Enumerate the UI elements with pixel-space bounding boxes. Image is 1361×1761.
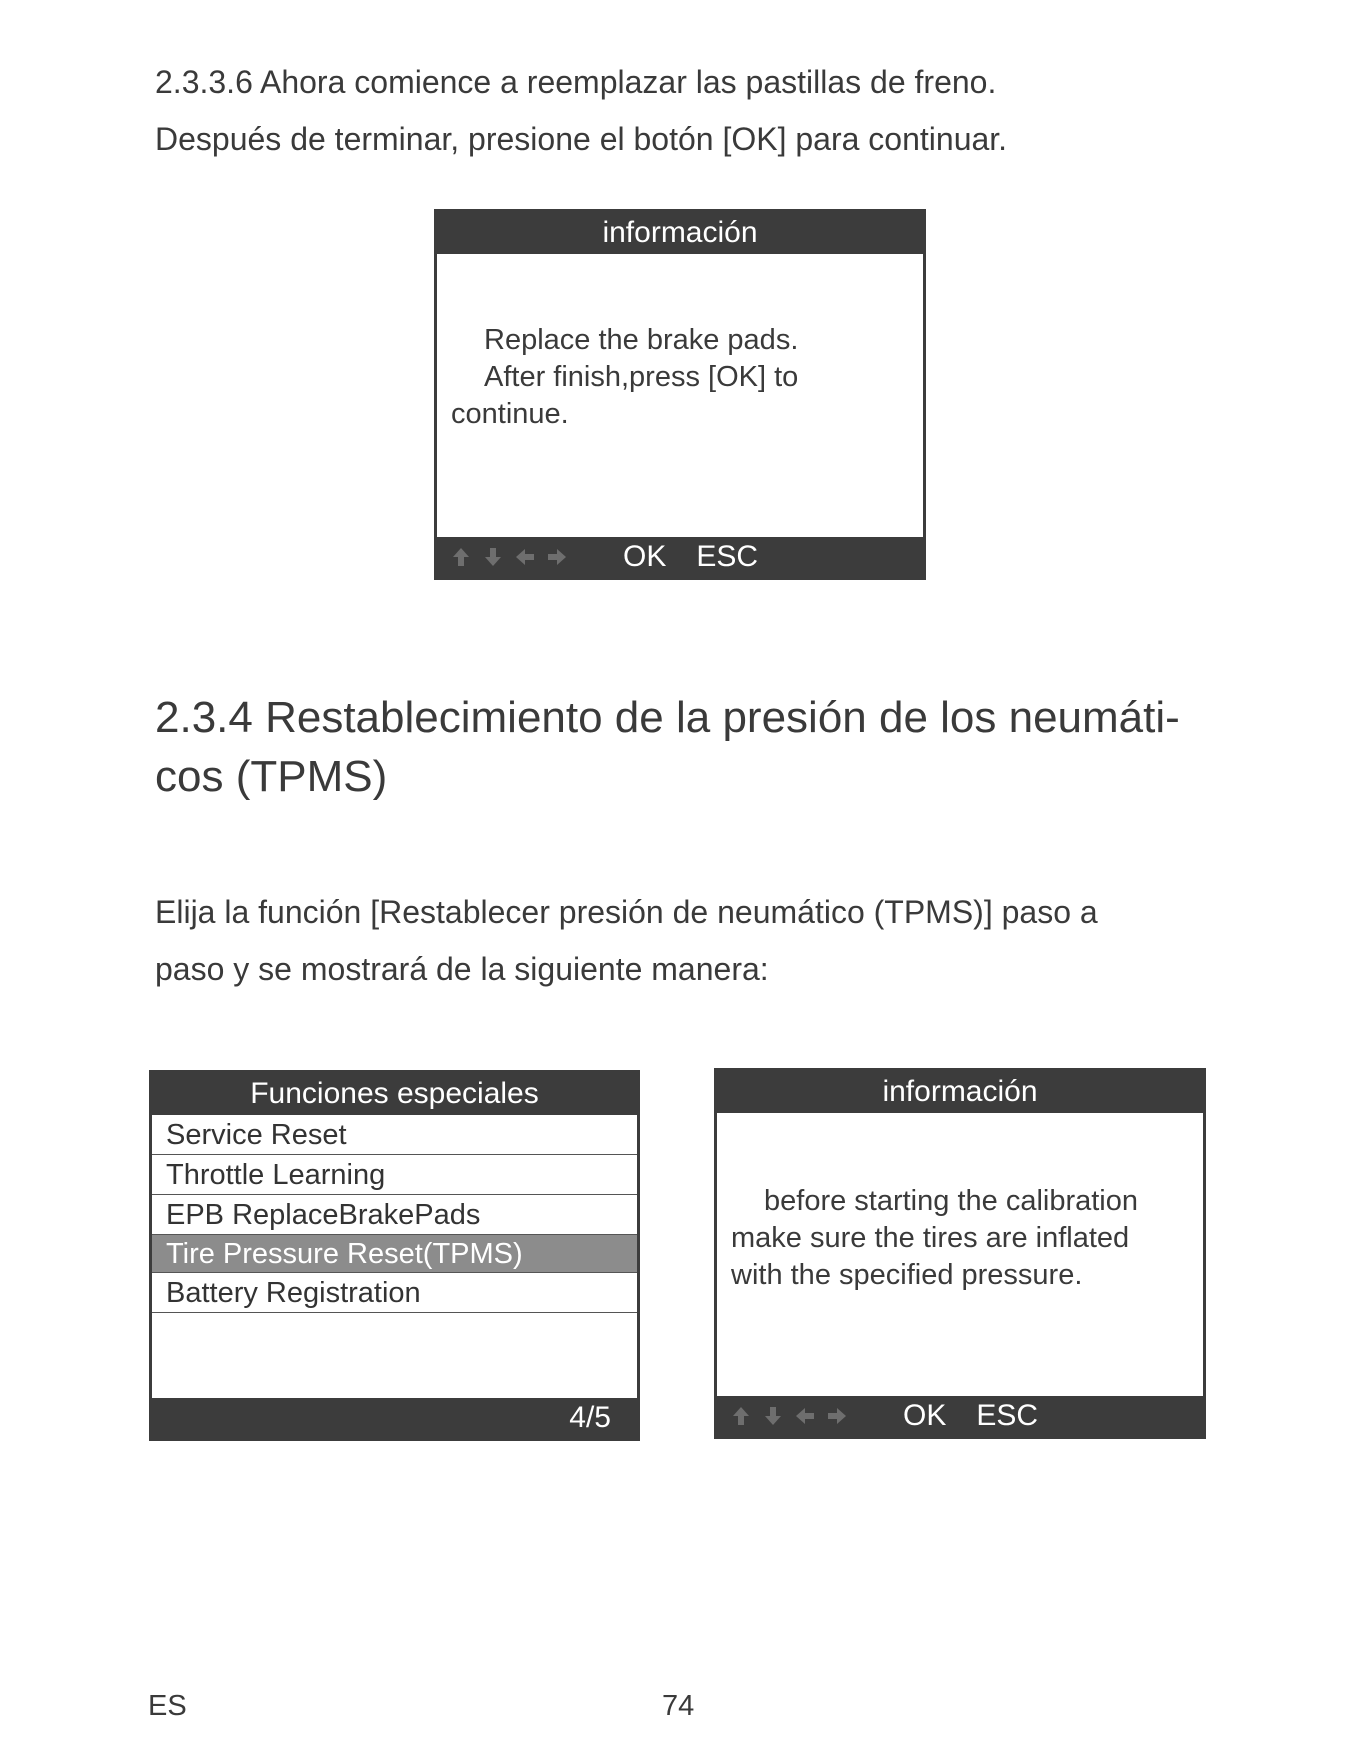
page-number: 74 [662,1690,695,1722]
ok-button[interactable]: OK [623,540,667,573]
body-line-1: Elija la función [Restablecer presión de neumático (TPMS)] paso a [155,894,1098,930]
message-line-3: continue. [451,398,569,430]
info-message [451,322,913,433]
page-indicator: 4/5 [569,1401,611,1434]
screen-title: información [717,1071,1203,1113]
language-code: ES [148,1690,187,1722]
section-heading [155,688,1215,806]
arrow-up-icon [449,545,473,569]
function-keys [903,1396,1038,1436]
intro-line-2: Después de terminar, presione el botón [OK] para continuar. [155,121,1008,157]
menu-item-epb-replace-brake-pads[interactable]: EPB ReplaceBrakePads [152,1195,637,1235]
message-line-1: before starting the calibration [764,1185,1138,1217]
body-paragraph [155,884,1098,998]
ok-button[interactable]: OK [903,1399,947,1432]
nav-arrows [729,1396,849,1436]
arrow-down-icon [761,1404,785,1428]
screen-title: información [437,212,923,254]
arrow-left-icon [513,545,537,569]
message-line-1: Replace the brake pads. [484,324,799,356]
info-message [731,1183,1193,1294]
esc-button[interactable]: ESC [696,540,759,573]
heading-line-2: cos (TPMS) [155,752,388,801]
heading-line-1: 2.3.4 Restablecimiento de la presión de los neumáti- [155,693,1180,742]
intro-line-1: 2.3.3.6 Ahora comience a reemplazar las pastillas de freno. [155,64,997,100]
message-line-2: After finish,press [OK] to [484,361,799,393]
tpms-info-screen [714,1068,1206,1439]
arrow-down-icon [481,545,505,569]
screen-title: Funciones especiales [152,1073,637,1115]
message-line-3: with the specified pressure. [731,1259,1083,1291]
menu-item-service-reset[interactable]: Service Reset [152,1115,637,1155]
function-menu [152,1115,637,1313]
screen-footer-bar [437,537,923,577]
arrow-right-icon [545,545,569,569]
message-line-2: make sure the tires are inflated [731,1222,1130,1254]
screen-footer-bar [152,1398,637,1438]
function-keys [623,537,758,577]
arrow-up-icon [729,1404,753,1428]
screen-footer-bar [717,1396,1203,1436]
arrow-right-icon [825,1404,849,1428]
special-functions-screen [149,1070,640,1441]
intro-paragraph [155,54,1007,168]
menu-item-battery-registration[interactable]: Battery Registration [152,1273,637,1313]
body-line-2: paso y se mostrará de la siguiente manera: [155,951,769,987]
menu-item-tire-pressure-reset[interactable]: Tire Pressure Reset(TPMS) [152,1235,637,1273]
brake-pads-info-screen [434,209,926,580]
nav-arrows [449,537,569,577]
arrow-left-icon [793,1404,817,1428]
esc-button[interactable]: ESC [976,1399,1039,1432]
menu-item-throttle-learning[interactable]: Throttle Learning [152,1155,637,1195]
